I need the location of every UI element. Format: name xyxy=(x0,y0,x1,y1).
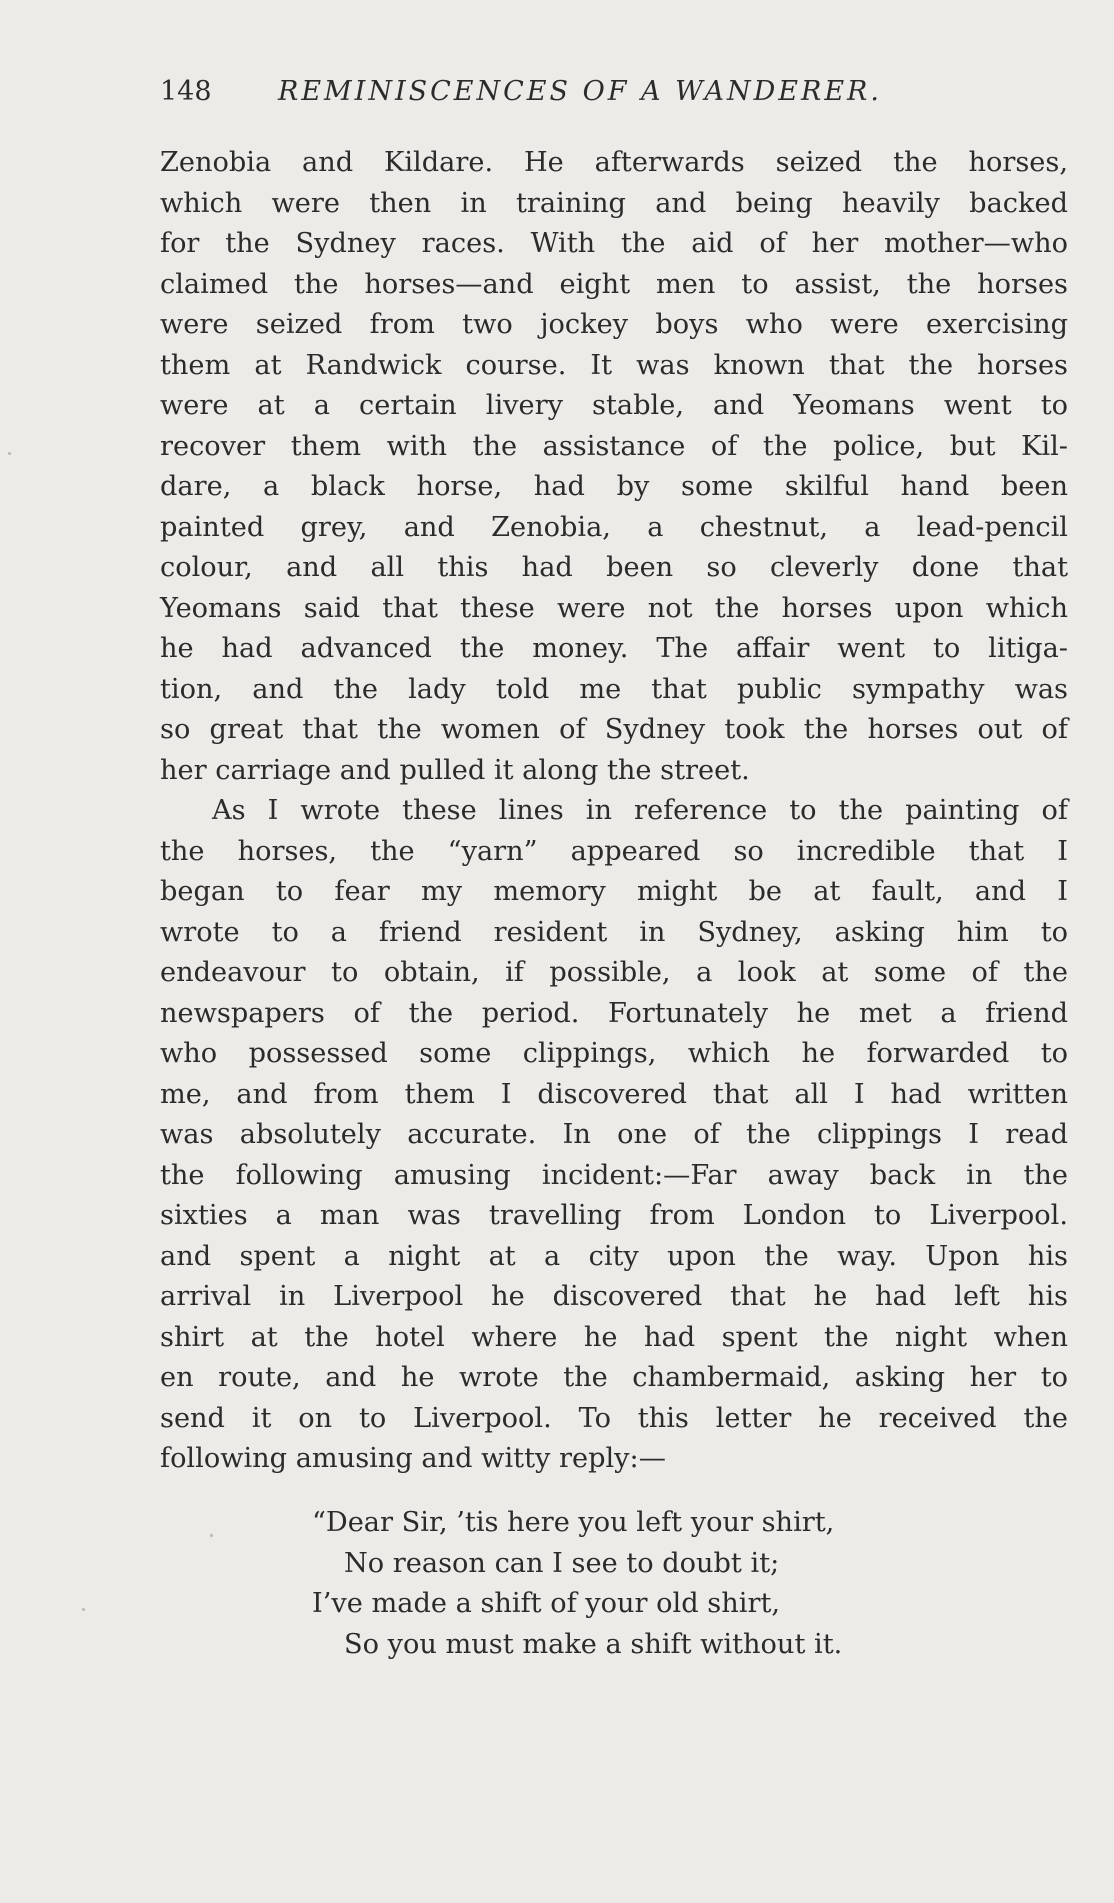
text-line: them at Randwick course. It was known that the horses xyxy=(160,349,1068,381)
text-line: were seized from two jockey boys who were exercising xyxy=(160,309,1068,340)
text-line: painted grey, and Zenobia, a chestnut, a lead-pencil xyxy=(160,511,1068,543)
text-line: dare, a black horse, had by some skilful hand been xyxy=(160,471,1068,502)
text-line: shirt at the hotel where he had spent the night when xyxy=(160,1321,1068,1353)
text-line: following amusing and witty reply:— xyxy=(160,1443,666,1474)
paper-speck xyxy=(8,452,11,455)
verse-line: No reason can I see to doubt it; xyxy=(344,1547,780,1579)
text-line: who possessed some clippings, which he forwarded to xyxy=(160,1038,1068,1069)
running-head xyxy=(160,72,968,112)
body-text xyxy=(160,143,1068,1480)
verse-line: I’ve made a shift of your old shirt, xyxy=(312,1588,781,1619)
text-line: Zenobia and Kildare. He afterwards seized the horses, xyxy=(160,147,1068,178)
running-title: REMINISCENCES OF A WANDERER. xyxy=(278,76,882,107)
text-line: en route, and he wrote the chambermaid, asking her to xyxy=(160,1362,1068,1393)
text-line: me, and from them I discovered that all I had written xyxy=(160,1078,1068,1110)
text-line: which were then in training and being heavily backed xyxy=(160,187,1068,219)
text-line: recover them with the assistance of the police, but Kil- xyxy=(160,430,1068,462)
text-line: colour, and all this had been so cleverly done that xyxy=(160,552,1068,583)
text-line: so great that the women of Sydney took the horses out of xyxy=(160,714,1068,745)
text-line: her carriage and pulled it along the street. xyxy=(160,754,750,786)
text-line: tion, and the lady told me that public sympathy was xyxy=(160,673,1068,705)
text-line: wrote to a friend resident in Sydney, asking him to xyxy=(160,916,1068,948)
verse-line: “Dear Sir, ’tis here you left your shirt, xyxy=(312,1507,835,1538)
verse-quotation xyxy=(160,1503,1068,1665)
text-line: newspapers of the period. Fortunately he met a friend xyxy=(160,997,1068,1029)
text-line: arrival in Liverpool he discovered that he had left his xyxy=(160,1281,1068,1312)
text-line: sixties a man was travelling from London to Liverpool. xyxy=(160,1200,1068,1231)
paragraph-2 xyxy=(160,791,1068,1480)
text-line: for the Sydney races. With the aid of her mother—who xyxy=(160,228,1068,259)
text-line: As I wrote these lines in reference to the painting of xyxy=(212,795,1068,826)
verse-line: So you must make a shift without it. xyxy=(344,1628,843,1660)
text-line: was absolutely accurate. In one of the clippings I read xyxy=(160,1119,1068,1150)
paper-speck xyxy=(210,1534,213,1537)
page-number: 148 xyxy=(160,76,212,107)
text-line: he had advanced the money. The affair went to litiga- xyxy=(160,633,1068,664)
text-line: send it on to Liverpool. To this letter he received the xyxy=(160,1402,1068,1434)
text-line: began to fear my memory might be at fault, and I xyxy=(160,876,1068,907)
text-line: were at a certain livery stable, and Yeomans went to xyxy=(160,390,1068,421)
text-line: and spent a night at a city upon the way. Upon his xyxy=(160,1240,1068,1272)
text-line: claimed the horses—and eight men to assist, the horses xyxy=(160,268,1068,300)
text-line: the horses, the “yarn” appeared so incredible that I xyxy=(160,835,1068,867)
text-line: the following amusing incident:—Far away back in the xyxy=(160,1159,1068,1191)
paragraph-1 xyxy=(160,143,1068,791)
paper-speck xyxy=(82,1608,85,1611)
text-line: Yeomans said that these were not the horses upon which xyxy=(160,592,1068,624)
text-line: endeavour to obtain, if possible, a look at some of the xyxy=(160,957,1068,988)
